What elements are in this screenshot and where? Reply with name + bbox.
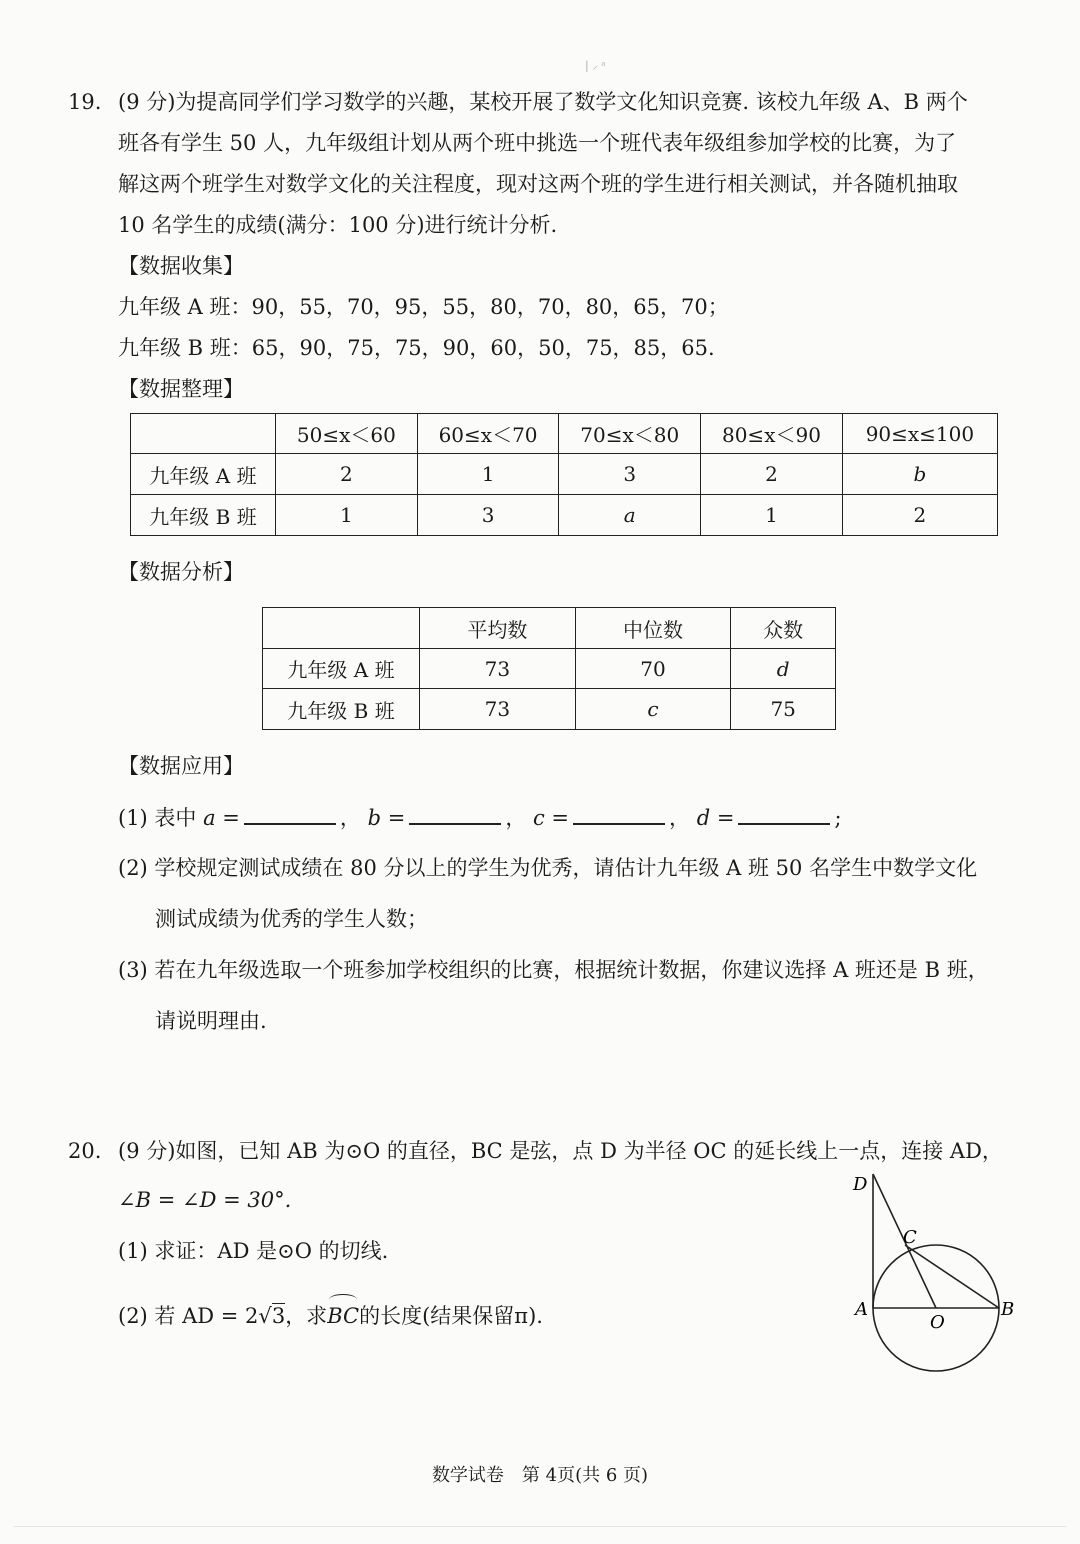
freq-cell: 3 bbox=[559, 454, 701, 495]
q20-line-2: ∠B = ∠D = 30°. bbox=[118, 1188, 292, 1212]
answer-blank-b[interactable] bbox=[409, 803, 501, 825]
stats-cell: 73 bbox=[420, 689, 576, 730]
q19-part-3-line-1: (3) 若在九年级选取一个班参加学校组织的比赛，根据统计数据，你建议选择 A 班还是 B 班， bbox=[118, 958, 989, 982]
freq-cell: 1 bbox=[417, 454, 559, 495]
stats-cell-c: c bbox=[575, 689, 731, 730]
data-apply-heading: 【数据应用】 bbox=[118, 754, 244, 778]
part-1-end: ; bbox=[834, 806, 842, 830]
data-organize-heading: 【数据整理】 bbox=[118, 377, 244, 401]
freq-header-range-4: 80≤x＜90 bbox=[701, 414, 843, 454]
stats-cell: 73 bbox=[420, 649, 576, 689]
q19-line-2: 班各有学生 50 人，九年级组计划从两个班中挑选一个班代表年级组参加学校的比赛，为了 bbox=[118, 131, 957, 155]
q19-number: 19. bbox=[68, 90, 102, 114]
stats-row-label: 九年级 A 班 bbox=[263, 649, 420, 689]
arc-mark bbox=[329, 1294, 357, 1305]
arc-bc bbox=[327, 1301, 359, 1331]
label-d: D bbox=[853, 1174, 868, 1195]
part-1-label: (1) 表中 bbox=[118, 806, 197, 830]
answer-blank-d[interactable] bbox=[738, 803, 830, 825]
part-2-prefix: (2) 若 AD = 2 bbox=[118, 1304, 259, 1328]
freq-cell-a: a bbox=[559, 495, 701, 536]
freq-header-range-5: 90≤x≤100 bbox=[842, 414, 997, 454]
q20-part-1: (1) 求证：AD 是⊙O 的切线. bbox=[118, 1239, 389, 1263]
label-c: C bbox=[903, 1227, 917, 1248]
q19-part-1: (1) 表中 a = ， b = ， c = ， d = ; bbox=[118, 803, 842, 833]
part-2-suffix: 的长度(结果保留π). bbox=[359, 1304, 543, 1328]
class-b-data: 九年级 B 班：65，90，75，75，90，60，50，75，85，65. bbox=[118, 336, 715, 360]
stats-row-label: 九年级 B 班 bbox=[263, 689, 420, 730]
answer-blank-a[interactable] bbox=[244, 803, 336, 825]
freq-cell: 1 bbox=[276, 495, 418, 536]
stats-header-mode: 众数 bbox=[731, 608, 836, 649]
freq-header-range-3: 70≤x＜80 bbox=[559, 414, 701, 454]
freq-row-label: 九年级 B 班 bbox=[131, 495, 276, 536]
q19-line-1: (9 分)为提高同学们学习数学的兴趣，某校开展了数学文化知识竞赛. 该校九年级 A、B 两个 bbox=[118, 90, 968, 114]
q19-line-4: 10 名学生的成绩(满分：100 分)进行统计分析. bbox=[118, 213, 558, 237]
stats-header-mean: 平均数 bbox=[420, 608, 576, 649]
freq-header-corner bbox=[131, 414, 276, 454]
data-analysis-heading: 【数据分析】 bbox=[118, 560, 244, 584]
bottom-divider bbox=[14, 1526, 1066, 1527]
label-a: A bbox=[855, 1299, 868, 1320]
freq-cell: 2 bbox=[842, 495, 997, 536]
stats-cell: 75 bbox=[731, 689, 836, 730]
var-b: b = bbox=[367, 806, 406, 830]
stats-header-corner bbox=[263, 608, 420, 649]
stats-cell: 70 bbox=[575, 649, 731, 689]
q19-part-2-line-1: (2) 学校规定测试成绩在 80 分以上的学生为优秀，请估计九年级 A 班 50 名学生中数学文化 bbox=[118, 856, 978, 880]
q19-part-3-line-2: 请说明理由. bbox=[155, 1009, 267, 1033]
class-a-data: 九年级 A 班：90，55，70，95，55，80，70，80，65，70； bbox=[118, 295, 729, 319]
q19-line-3: 解这两个班学生对数学文化的关注程度，现对这两个班的学生进行相关测试，并各随机抽取 bbox=[118, 172, 958, 196]
var-d: d = bbox=[696, 806, 735, 830]
freq-cell: 2 bbox=[276, 454, 418, 495]
var-c: c = bbox=[533, 806, 570, 830]
label-b: B bbox=[1001, 1299, 1015, 1320]
arc-label: BC bbox=[327, 1304, 360, 1328]
data-collect-heading: 【数据收集】 bbox=[118, 254, 244, 278]
freq-row-label: 九年级 A 班 bbox=[131, 454, 276, 495]
frequency-table bbox=[130, 413, 998, 536]
sqrt-radicand: 3 bbox=[271, 1304, 286, 1328]
part-2-mid: ，求 bbox=[285, 1304, 328, 1328]
page-footer: 数学试卷 第 4页(共 6 页) bbox=[431, 1465, 649, 1486]
answer-blank-c[interactable] bbox=[573, 803, 665, 825]
stats-cell-d: d bbox=[731, 649, 836, 689]
q20-part-2: (2) 若 AD = 2√3，求 BC的长度(结果保留π). bbox=[118, 1301, 543, 1331]
top-scan-mark: | ⸝ ᵃ bbox=[585, 59, 606, 72]
freq-cell: 3 bbox=[417, 495, 559, 536]
label-o: O bbox=[930, 1312, 945, 1333]
chord-bc bbox=[905, 1245, 999, 1308]
var-a: a = bbox=[203, 806, 240, 830]
freq-header-range-1: 50≤x＜60 bbox=[276, 414, 418, 454]
q19-part-2-line-2: 测试成绩为优秀的学生人数； bbox=[155, 907, 428, 931]
circle-tangent-figure bbox=[845, 1168, 1025, 1380]
q20-line-1: (9 分)如图，已知 AB 为⊙O 的直径，BC 是弦，点 D 为半径 OC 的延长线上一点，连接 AD， bbox=[118, 1139, 1003, 1163]
freq-cell: 1 bbox=[701, 495, 843, 536]
freq-cell-b: b bbox=[842, 454, 997, 495]
freq-cell: 2 bbox=[701, 454, 843, 495]
stats-header-median: 中位数 bbox=[575, 608, 731, 649]
freq-header-range-2: 60≤x＜70 bbox=[417, 414, 559, 454]
q20-number: 20. bbox=[68, 1139, 102, 1163]
statistics-table bbox=[262, 607, 836, 730]
